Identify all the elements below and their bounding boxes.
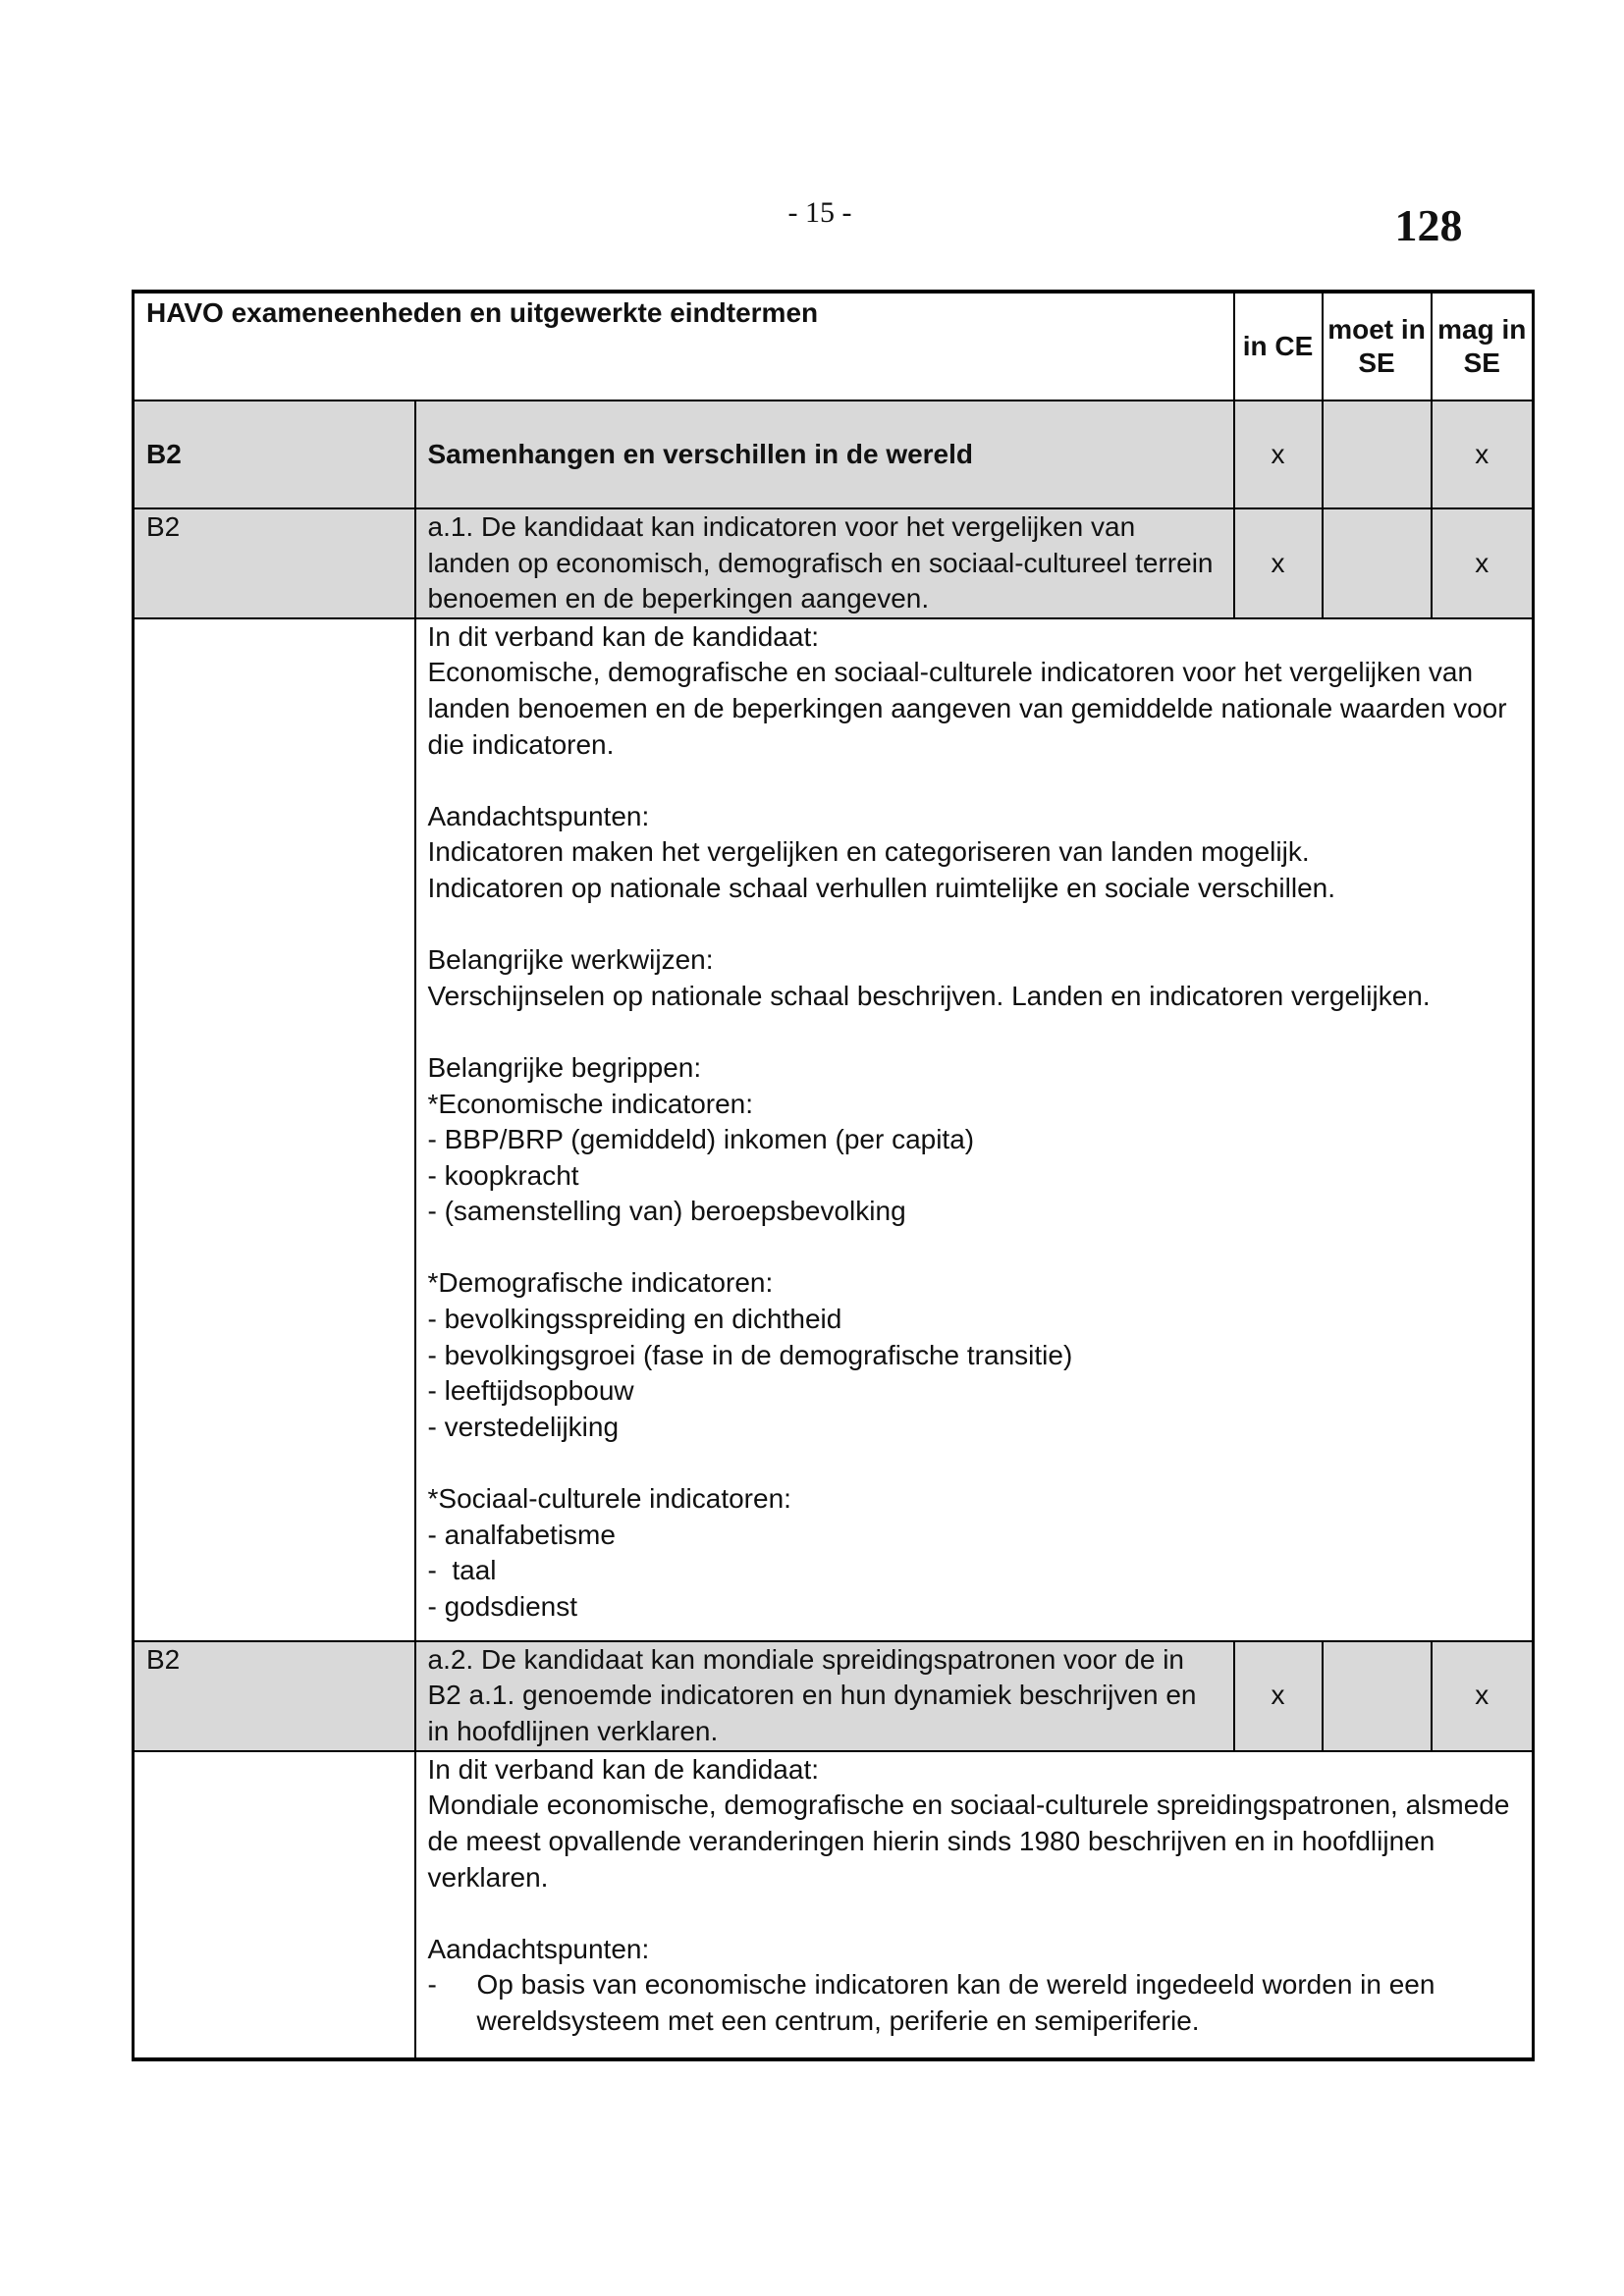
column-header-moet-in-se: moet in SE	[1323, 292, 1432, 400]
term-moet-in-se-mark	[1323, 1641, 1432, 1751]
begrippen-label: Belangrijke begrippen:	[427, 1051, 702, 1083]
column-header-in-ce: in CE	[1234, 292, 1323, 400]
aandachtspunten-label: Aandachtspunten:	[427, 1933, 650, 1964]
term-moet-in-se-mark	[1323, 508, 1432, 618]
term-in-ce-mark: x	[1234, 508, 1323, 618]
group-item: - godsdienst	[427, 1590, 578, 1622]
details-code-cell	[134, 1751, 415, 2059]
aandachtspunten-label: Aandachtspunten:	[427, 800, 650, 831]
intro-label: In dit verband kan de kandidaat:	[427, 1753, 820, 1785]
group-item: - bevolkingsspreiding en dichtheid	[427, 1304, 842, 1335]
document-number: 128	[1394, 200, 1463, 250]
indicator-group-demographic	[428, 1265, 1521, 1445]
intro-label: In dit verband kan de kandidaat:	[427, 620, 820, 652]
term-text: a.1. De kandidaat kan indicatoren voor het vergelijken van landen op economisch, demografisch en sociaal-cultureel terrein benoemen en de beperkingen aangeven.	[415, 508, 1234, 618]
indicator-group-sociocultural	[428, 1481, 1521, 1625]
group-item: - analfabetisme	[427, 1519, 616, 1550]
section-row	[134, 400, 1534, 508]
werkwijzen-text: Verschijnselen op nationale schaal beschrijven. Landen en indicatoren vergelijken.	[427, 980, 1431, 1011]
page-number: - 15 -	[787, 196, 852, 229]
aandachtspunt-bullet	[428, 1967, 1521, 2039]
indicator-group-economic	[428, 1087, 1521, 1230]
term-code: B2	[134, 508, 415, 618]
term-row	[134, 508, 1534, 618]
section-moet-in-se-mark	[1323, 400, 1432, 508]
bullet-dash: -	[427, 1969, 437, 2001]
group-title: *Sociaal-culturele indicatoren:	[427, 1483, 791, 1515]
aandachtspunt-line: Indicatoren op nationale schaal verhullen ruimtelijke en sociale verschillen.	[427, 872, 1336, 903]
term-in-ce-mark: x	[1234, 1641, 1323, 1751]
werkwijzen-label: Belangrijke werkwijzen:	[427, 944, 714, 976]
group-item: - (samenstelling van) beroepsbevolking	[427, 1196, 906, 1227]
term-details	[415, 1751, 1534, 2059]
term-mag-in-se-mark: x	[1432, 1641, 1534, 1751]
section-code: B2	[134, 400, 415, 508]
group-title: *Demografische indicatoren:	[427, 1267, 774, 1299]
section-in-ce-mark: x	[1234, 400, 1323, 508]
group-item: - BBP/BRP (gemiddeld) inkomen (per capita)	[427, 1124, 975, 1155]
term-details-row	[134, 618, 1534, 1641]
term-row	[134, 1641, 1534, 1751]
term-mag-in-se-mark: x	[1432, 508, 1534, 618]
group-item: - leeftijdsopbouw	[427, 1375, 634, 1407]
group-item: - verstedelijking	[427, 1411, 620, 1442]
bullet-text: Op basis van economische indicatoren kan de wereld ingedeeld worden in een wereldsysteem met een centrum, periferie en semiperiferie.	[476, 1969, 1435, 2036]
exam-terms-table	[132, 290, 1535, 2061]
intro-text: Mondiale economische, demografische en sociaal-culturele spreidingspatronen, alsmede de meest opvallende veranderingen hierin sinds 1980 beschrijven en in hoofdlijnen verklaren.	[427, 1789, 1510, 1893]
group-title: *Economische indicatoren:	[427, 1088, 754, 1119]
term-code: B2	[134, 1641, 415, 1751]
table-header-row	[134, 292, 1534, 400]
group-item: - bevolkingsgroei (fase in de demografische transitie)	[427, 1339, 1073, 1370]
term-details-row	[134, 1751, 1534, 2059]
term-text: a.2. De kandidaat kan mondiale spreidingspatronen voor de in B2 a.1. genoemde indicatoren en hun dynamiek beschrijven en in hoofdlijnen verklaren.	[415, 1641, 1234, 1751]
term-details	[415, 618, 1534, 1641]
details-code-cell	[134, 618, 415, 1641]
section-title: Samenhangen en verschillen in de wereld	[415, 400, 1234, 508]
group-item: - koopkracht	[427, 1159, 579, 1191]
aandachtspunt-line: Indicatoren maken het vergelijken en categoriseren van landen mogelijk.	[427, 836, 1310, 868]
column-header-mag-in-se: mag in SE	[1432, 292, 1534, 400]
group-item: - taal	[427, 1555, 497, 1586]
intro-text: Economische, demografische en sociaal-culturele indicatoren voor het vergelijken van landen benoemen en de beperkingen aangeven van gemiddelde nationale waarden voor die indicatoren.	[427, 657, 1507, 760]
table-title: HAVO exameneenheden en uitgewerkte eindtermen	[134, 292, 1234, 400]
section-mag-in-se-mark: x	[1432, 400, 1534, 508]
